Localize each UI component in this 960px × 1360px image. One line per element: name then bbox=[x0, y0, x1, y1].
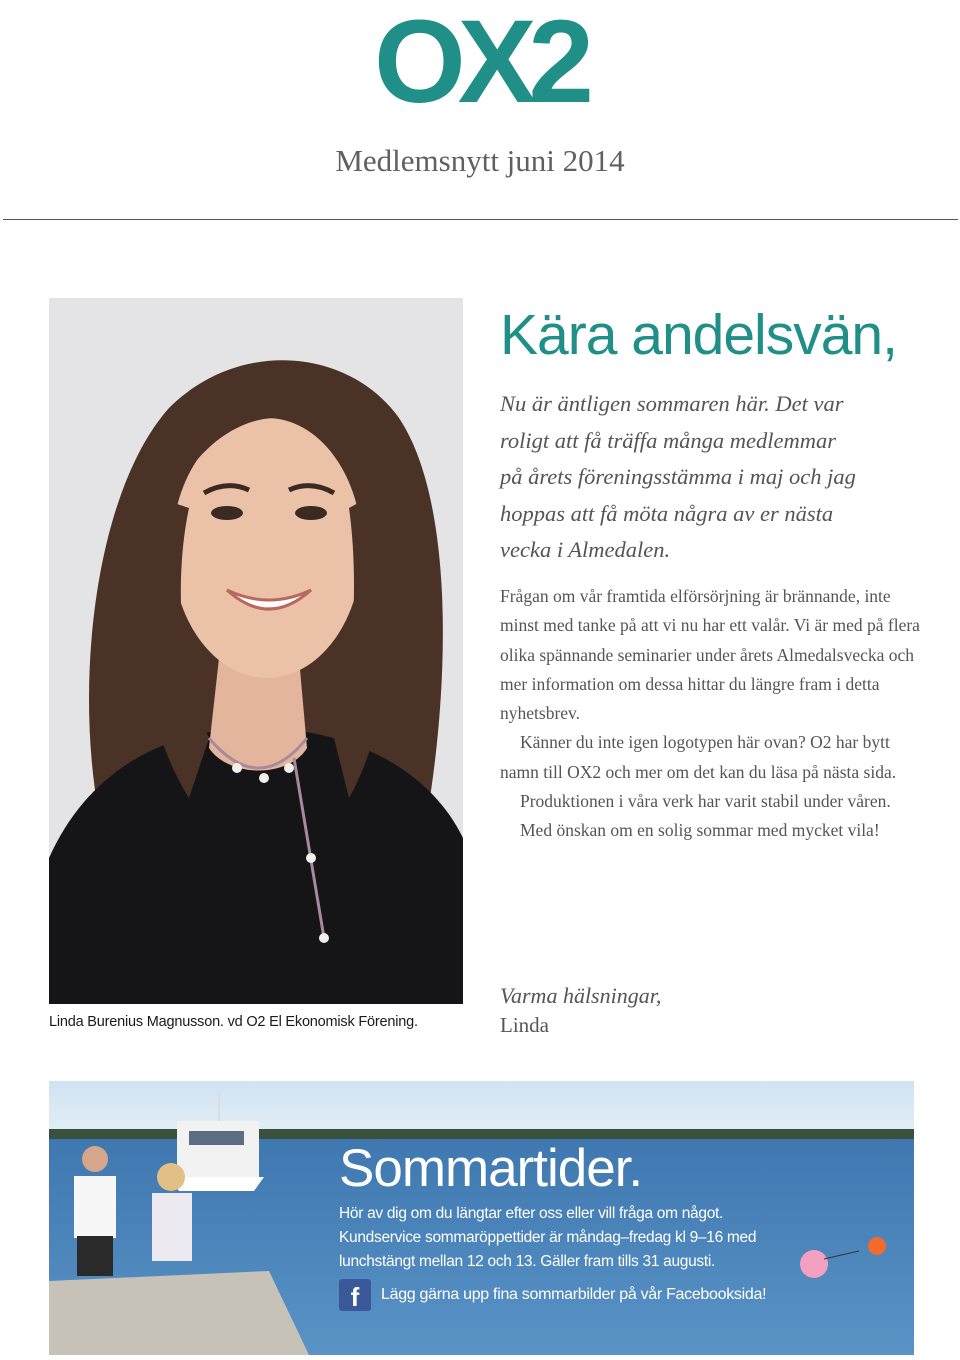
portrait-photo bbox=[49, 298, 463, 1004]
body-paragraph: Produktionen i våra verk har varit stabil under våren. bbox=[520, 791, 891, 812]
banner-line: Hör av dig om du längtar efter oss eller vill fråga om något. bbox=[339, 1205, 724, 1222]
body-paragraph: Känner du inte igen logotypen här ovan? O2 har bytt namn till OX2 och mer om det kan du läsa på nästa sida. bbox=[500, 732, 897, 782]
letter-body bbox=[500, 582, 920, 846]
intro-line: roligt att få träffa många medlemmar bbox=[500, 427, 837, 453]
intro-line: hoppas att få möta några av er nästa bbox=[500, 500, 834, 526]
intro-line: på årets föreningsstämma i maj och jag bbox=[500, 464, 856, 489]
ox2-logo bbox=[345, 2, 615, 112]
body-paragraph: Frågan om vår framtida elförsörjning är brännande, inte minst med tanke på att vi nu har ett valår. Vi är med på flera olika spännande seminarier under årets Almedalsvecka och mer information om dessa hittar du längre fram i detta nyhetsbrev. bbox=[500, 586, 920, 724]
facebook-text: Lägg gärna upp fina sommarbilder på vår Facebooksida! bbox=[381, 1286, 767, 1303]
letter-signature: Linda bbox=[500, 1013, 549, 1037]
issue-title: Medlemsnytt juni 2014 bbox=[335, 143, 625, 178]
summer-banner bbox=[49, 1081, 914, 1355]
header-divider bbox=[3, 219, 958, 220]
banner-text bbox=[339, 1202, 809, 1274]
facebook-link[interactable] bbox=[339, 1279, 766, 1311]
intro-line: Nu är äntligen sommaren här. Det var bbox=[500, 391, 844, 416]
portrait-caption: Linda Burenius Magnusson. vd O2 El Ekonomisk Förening. bbox=[49, 1014, 418, 1030]
letter-closing: Varma hälsningar, bbox=[500, 983, 662, 1008]
intro-line: vecka i Almedalen. bbox=[500, 537, 671, 562]
letter-greeting: Kära andelsvän, bbox=[500, 303, 897, 367]
letter-intro bbox=[500, 386, 920, 569]
banner-line: Kundservice sommaröppettider är måndag–fredag kl 9–16 med bbox=[339, 1229, 757, 1246]
body-paragraph: Med önskan om en solig sommar med mycket vila! bbox=[520, 820, 880, 841]
facebook-icon: f bbox=[339, 1279, 371, 1311]
banner-line: lunchstängt mellan 12 och 13. Gäller fram tills 31 augusti. bbox=[339, 1253, 716, 1270]
banner-title: Sommartider. bbox=[339, 1139, 643, 1198]
logo-text: OX2 bbox=[373, 2, 587, 112]
